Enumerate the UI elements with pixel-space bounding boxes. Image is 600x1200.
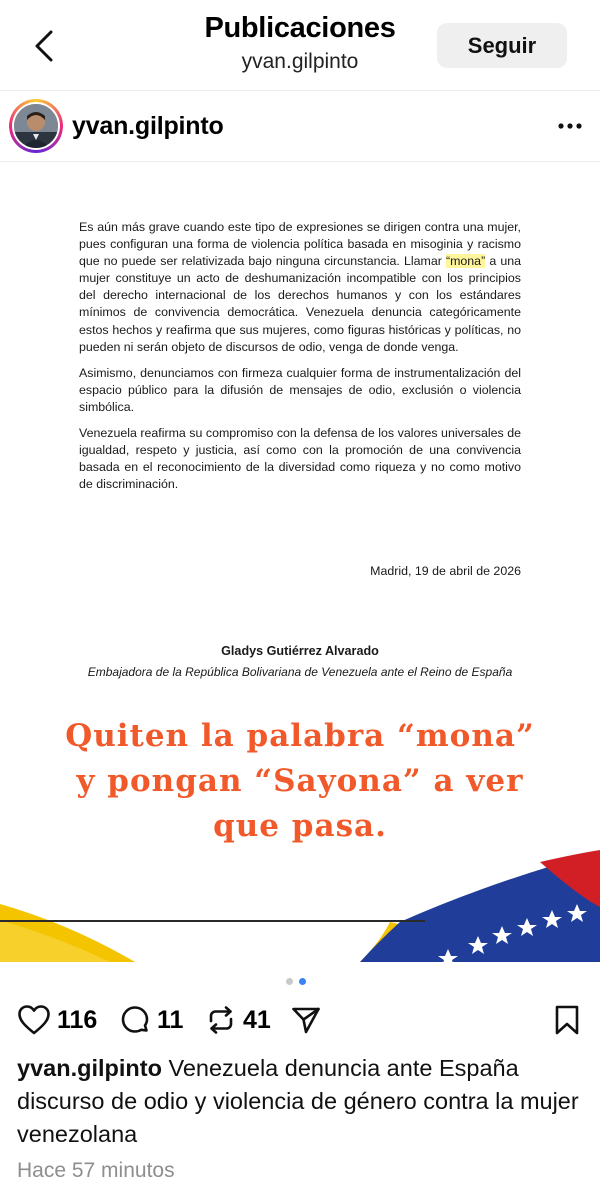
overlay-line: y pongan “Sayona” a ver — [76, 763, 524, 799]
story-ring[interactable] — [9, 99, 63, 153]
paragraph-text: a una mujer constituye un acto de deshumanización incompatible con los principios del derecho internacional de los derechos humanos y con los estándares mínimos de convivencia democrática. Venezuela denuncia categóricamente estos hechos y reafirma que sus mujeres, como figuras históricas y políticas, no pueden ni serán objeto de discursos de odio, venga de donde venga. — [79, 254, 521, 354]
page-title: Publicaciones — [204, 12, 396, 44]
send-icon — [290, 1004, 322, 1036]
document-paragraph-2: Asimismo, denunciamos con firmeza cualquier forma de instrumentalización del espacio público para la difusión de mensajes de odio, exclusión o violencia simbólica. — [79, 365, 521, 414]
signer-role: Embajadora de la República Bolivariana de Venezuela ante el Reino de España — [87, 665, 513, 679]
paragraph-text: Es aún más grave cuando este tipo de expresiones se dirigen contra una mujer, pues configuran una forma de violencia política basada en misoginia y racismo que no puede ser relativizada bajo ninguna circunstancia. Llamar — [79, 220, 521, 269]
share-button[interactable] — [290, 1000, 322, 1040]
save-button[interactable] — [553, 1000, 581, 1040]
carousel-dot — [286, 978, 293, 985]
comment-count: 11 — [157, 1005, 184, 1034]
heart-icon — [17, 1004, 51, 1036]
repost-button[interactable] — [205, 1000, 271, 1040]
document-rule-line — [0, 920, 425, 922]
bookmark-icon — [553, 1004, 581, 1036]
repost-icon — [205, 1004, 237, 1036]
document-paragraph-3: Venezuela reafirma su compromiso con la defensa de los valores universales de igualdad, respeto y justicia, así como con la promoción de una convivencia basada en el reconocimiento de la diversidad como riqueza y no como motivo de discriminación. — [79, 426, 521, 492]
caption-text: Venezuela denuncia ante España discurso de odio y violencia de género contra la mujer venezolana — [17, 1055, 579, 1147]
more-horizontal-icon — [557, 122, 583, 130]
document-body — [79, 219, 521, 502]
document-paragraph-1 — [79, 219, 521, 356]
overlay-line: Quiten la palabra “mona” — [65, 718, 535, 754]
post-header — [0, 92, 600, 160]
post-username[interactable]: yvan.gilpinto — [72, 112, 224, 140]
comment-button[interactable] — [119, 1000, 183, 1040]
avatar-photo — [14, 104, 58, 148]
caption-username[interactable]: yvan.gilpinto — [17, 1055, 162, 1081]
like-button[interactable] — [17, 1000, 97, 1040]
top-bar — [0, 0, 600, 90]
post-timestamp: Hace 57 minutos — [17, 1159, 175, 1182]
like-count: 116 — [57, 1005, 98, 1034]
follow-button[interactable]: Seguir — [437, 23, 567, 68]
overlay-caption — [30, 714, 570, 849]
document-date: Madrid, 19 de abril de 2026 — [370, 564, 521, 578]
more-options-button[interactable] — [552, 112, 588, 140]
header-divider — [0, 90, 600, 91]
carousel-dot-active — [299, 978, 306, 985]
carousel-indicator — [286, 978, 306, 986]
comment-bubble-icon — [119, 1004, 151, 1036]
avatar-frame — [12, 102, 60, 150]
avatar — [14, 104, 58, 148]
highlighted-word: “mona” — [445, 254, 486, 269]
post-caption — [17, 1052, 587, 1151]
repost-count: 41 — [243, 1005, 271, 1034]
post-actions — [0, 1000, 600, 1040]
signer-name: Gladys Gutiérrez Alvarado — [221, 644, 379, 658]
page-subtitle-username[interactable]: yvan.gilpinto — [241, 50, 359, 73]
post-image[interactable] — [0, 162, 600, 962]
overlay-line: que pasa. — [213, 808, 387, 844]
